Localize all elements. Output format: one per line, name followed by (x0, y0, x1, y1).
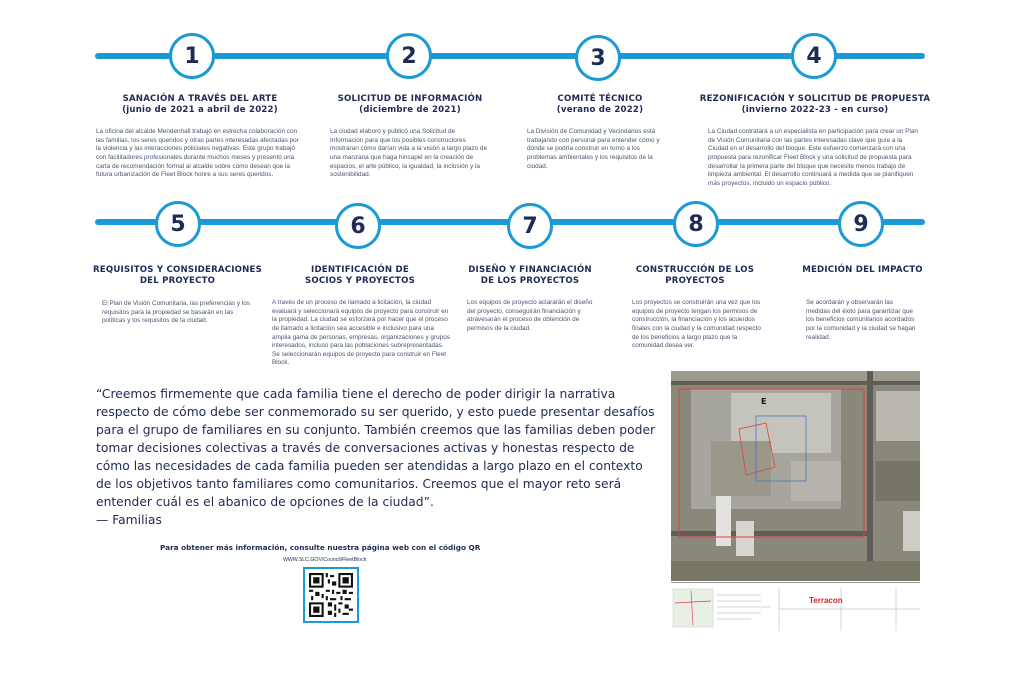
step-number-5: 5 (155, 201, 201, 247)
map-label-e: E (761, 397, 767, 406)
step-desc-7: Los equipos de proyecto aclararán el diseño del proyecto, conseguirán financiación y atravesarán el proceso de obtención de permisos de la ciudad. (467, 299, 593, 332)
step-title-7 (455, 265, 605, 287)
step-title-6-sub: SOCIOS Y PROYECTOS (305, 276, 415, 287)
step-number-1: 1 (169, 33, 215, 79)
qr-code-icon (309, 573, 353, 617)
step-title-5-sub: DEL PROYECTO (139, 276, 216, 287)
map-legend-footer (671, 582, 920, 633)
step-title-8-sub: PROYECTOS (665, 276, 725, 287)
step-title-1-main: SANACIÓN A TRAVÉS DEL ARTE (122, 94, 278, 104)
quote-text: “Creemos firmemente que cada familia tiene el derecho de poder dirigir la narrativa respecto de cómo debe ser conmemorado su ser querido, y esto puede presentar desafíos para el grupo de familiares en su conjunto. También creemos que las familias deben poder tomar decisiones colectivas a través de conversaciones activas y honestas respecto de cómo las necesidades de cada familia pueden ser atendidas a largo plazo en el contexto de los objetivos tanto familiares como comunitarios. Creemos que el mayor reto será entender cuál es el abanico de opciones de la ciudad”. (96, 387, 656, 510)
step-desc-6: A través de un proceso de llamado a licitación, la ciudad evaluará y seleccionará equipos de proyecto para construir en la propiedad. La ciudad se esforzará por hacer que el proceso de llamado a licitación sea accesible e inclusivo para una amplia gama de personas, empresas, organizaciones y grupos interesados, incluso para las poblaciones subrepresentadas. Se seleccionarán equipos de proyecto para construir en Fleet Block. (272, 299, 450, 367)
step-title-2 (320, 94, 500, 116)
step-title-6 (285, 265, 435, 287)
step-title-3-sub: (verano de 2022) (556, 105, 644, 116)
more-info-text: Para obtener más información, consulte nuestra página web con el código QR (160, 543, 481, 552)
qr-code[interactable] (303, 567, 359, 623)
step-title-4 (690, 94, 940, 116)
step-title-2-main: SOLICITUD DE INFORMACIÓN (337, 94, 483, 104)
step-title-9-main: MEDICIÓN DEL IMPACTO (802, 265, 923, 275)
step-number-9: 9 (838, 201, 884, 247)
terracon-logo: Terracon (809, 596, 843, 605)
step-number-7: 7 (507, 203, 553, 249)
family-quote (96, 385, 656, 530)
step-title-7-main: DISEÑO Y FINANCIACIÓN (468, 265, 592, 275)
step-desc-3: La División de Comunidad y Vecindarios está trabajando con personal para entender cómo y dónde se podría construir en torno a los problemas ambientales y los requisitos de la ciudad. (527, 128, 660, 170)
step-title-8 (620, 265, 770, 287)
step-number-6: 6 (335, 203, 381, 249)
step-title-4-main: REZONIFICACIÓN Y SOLICITUD DE PROPUESTA (699, 94, 931, 104)
step-title-1-sub: (junio de 2021 a abril de 2022) (122, 105, 278, 116)
step-number-8: 8 (673, 201, 719, 247)
step-title-5 (85, 265, 270, 287)
step-title-7-sub: DE LOS PROYECTOS (480, 276, 580, 287)
step-title-3 (530, 94, 670, 116)
step-number-4: 4 (791, 33, 837, 79)
step-desc-2: La ciudad elaboró y publicó una Solicitud de Información para que los posibles constructores mostraran cómo darían vida a la visión a largo plazo de una manzana que haga hincapié en la creación de espacios, el arte público, la igualdad, la inclusión y la sostenibilidad. (330, 128, 488, 179)
step-desc-8: Los proyectos se construirán una vez que los equipos de proyecto tengan los permisos de construcción, la financiación y los acuerdos finales con la ciudad y la comunidad respecto de los beneficios a largo plazo que la comunidad desea ver. (632, 299, 761, 350)
aerial-map-image (671, 371, 920, 581)
site-aerial-map (671, 371, 920, 581)
step-number-2: 2 (386, 33, 432, 79)
map-legend-graphic (671, 583, 920, 633)
step-title-4-sub: (invierno 2022-23 - en curso) (741, 105, 889, 116)
step-desc-4: La Ciudad contratará a un especialista en participación para crear un Plan de Visión Comunitaria con las partes interesadas clave que guíe a la Ciudad en el desarrollo del bloque. Este esfuerzo comenzará con una propuesta para rezonificar Fleet Block y una solicitud de propuesta para desarrollar la primera parte del bloque que necesite menos trabajo de limpieza ambiental. El desarrollo continuará a medida que se planifiquen más proyectos, incluido un espacio público. (708, 128, 918, 187)
step-desc-9: Se acordarán y observarán las medidas del éxito para garantizar que los beneficios comunitarios acordados por la comunidad y la ciudad se hagan realidad. (806, 299, 916, 341)
step-title-1 (100, 94, 300, 116)
qr-url[interactable]: WWW.SLC.GOV/Council/FleetBlock (283, 557, 367, 563)
step-desc-1: La oficina del alcalde Mendenhall trabajó en estrecha colaboración con las familias, los seres queridos y otras partes interesadas afectadas por la violencia y las interacciones policiales negativas. Este grupo trabajó con facilitadores profesionales durante muchos meses y presentó una carta de recomendación formal al alcalde sobre cómo desean que la futura urbanización de Fleet Block honre a sus seres queridos. (96, 128, 299, 179)
step-title-8-main: CONSTRUCCIÓN DE LOS (635, 265, 755, 275)
step-title-3-main: COMITÉ TÉCNICO (557, 94, 643, 104)
step-desc-5: El Plan de Visión Comunitaria, las preferencias y los requisitos para la propiedad se basarán en las políticas y los requisitos de la ciudad. (102, 300, 251, 325)
step-title-9 (790, 265, 935, 276)
step-title-2-sub: (diciembre de 2021) (359, 105, 461, 116)
step-title-5-main: REQUISITOS Y CONSIDERACIONES (92, 265, 263, 275)
quote-attribution: — Familias (96, 513, 162, 528)
step-title-6-main: IDENTIFICACIÓN DE (311, 265, 409, 275)
step-number-3: 3 (575, 35, 621, 81)
